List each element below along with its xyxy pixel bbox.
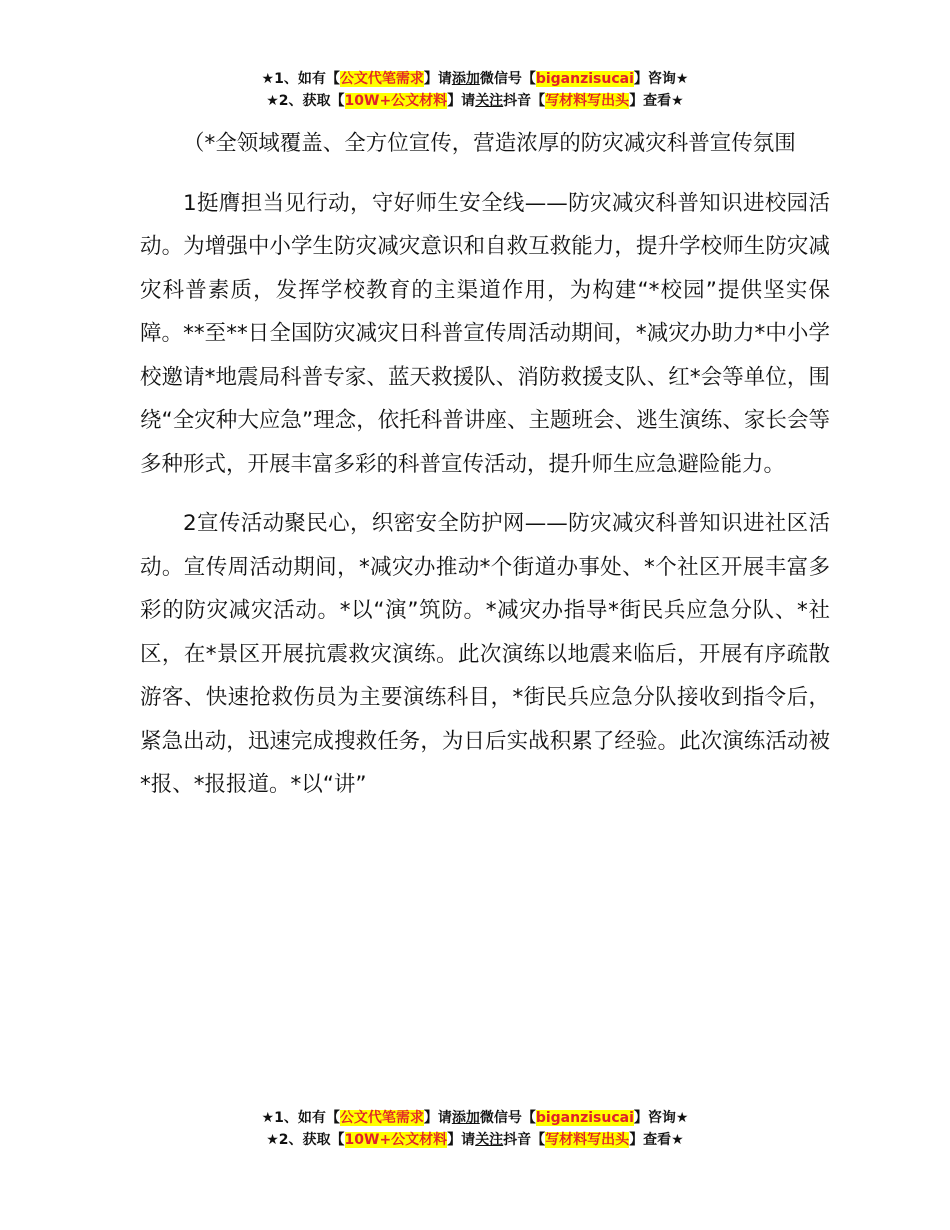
underline-follow: 关注	[475, 1132, 504, 1148]
underline-add: 添加	[451, 71, 480, 87]
highlight-ghostwriting: 公文代笔需求	[339, 1110, 424, 1126]
footer-line-2: ★2、获取【10W+公文材料】请关注抖音【写材料写出头】查看★	[266, 1132, 684, 1148]
paragraph-campus: 1挺膺担当见行动，守好师生安全线——防灾减灾科普知识进校园活动。为增强中小学生防灾减灾意识和自救互救能力，提升学校师生防灾减灾科普素质，发挥学校教育的主渠道作用，为构建“*校园”提供坚实保障。**至**日全国防灾减灾日科普宣传周活动期间，*减灾办助力*中小学校邀请*地震局科普专家、蓝天救援队、消防救援支队、红*会等单位，围绕“全灾种大应急”理念，依托科普讲座、主题班会、逃生演练、家长会等多种形式，开展丰富多彩的科普宣传活动，提升师生应急避险能力。	[140, 190, 830, 477]
underline-add: 添加	[451, 1110, 480, 1126]
paragraph-community: 2宣传活动聚民心，织密安全防护网——防灾减灾科普知识进社区活动。宣传周活动期间，*减灾办推动*个街道办事处、*个社区开展丰富多彩的防灾减灾活动。*以“演”筑防。*减灾办指导*街民兵应急分队、*社区，在*景区开展抗震救灾演练。此次演练以地震来临后，开展有序疏散游客、快速抢救伤员为主要演练科目，*街民兵应急分队接收到指令后，紧急出动，迅速完成搜救任务，为日后实战积累了经验。此次演练活动被*报、*报报道。*以“讲”	[140, 511, 830, 797]
header-line-1: ★1、如有【公文代笔需求】请添加微信号【biganzisucai】咨询★	[261, 71, 689, 87]
header-banner	[0, 68, 950, 112]
footer-banner	[0, 1107, 950, 1151]
highlight-materials: 10W+公文材料	[344, 1132, 448, 1148]
highlight-ghostwriting: 公文代笔需求	[339, 71, 424, 87]
highlight-materials: 10W+公文材料	[344, 93, 448, 109]
wechat-id: biganzisucai	[535, 1110, 634, 1126]
douyin-account: 写材料写出头	[545, 1132, 630, 1148]
footer-line-1: ★1、如有【公文代笔需求】请添加微信号【biganzisucai】咨询★	[261, 1110, 689, 1126]
document-body	[140, 122, 830, 807]
wechat-id: biganzisucai	[535, 71, 634, 87]
section-heading: （*全领域覆盖、全方位宣传，营造浓厚的防灾减灾科普宣传氛围	[183, 131, 796, 156]
underline-follow: 关注	[475, 93, 504, 109]
header-line-2: ★2、获取【10W+公文材料】请关注抖音【写材料写出头】查看★	[266, 93, 684, 109]
douyin-account: 写材料写出头	[545, 93, 630, 109]
